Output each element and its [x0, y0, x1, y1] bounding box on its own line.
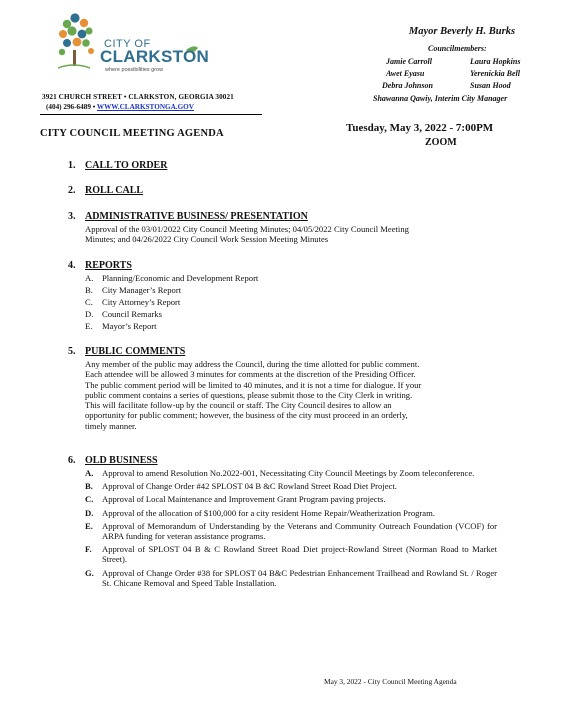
- item-number: 2.: [68, 185, 76, 196]
- item-number: 6.: [68, 455, 76, 466]
- city-address: 3921 CHURCH STREET • CLARKSTON, GEORGIA 30021: [42, 93, 234, 101]
- item-heading-old-business: OLD BUSINESS: [85, 455, 158, 466]
- item-text: Approval of the allocation of $100,000 for a city resident Home Repair/Weatherization Program.: [102, 507, 435, 518]
- item-text: Approval of Change Order #42 SPLOST 04 B &C Rowland Street Road Diet Project.: [102, 481, 397, 492]
- meeting-location: ZOOM: [425, 137, 457, 148]
- phone-line: [46, 103, 194, 111]
- item-text: Planning/Economic and Development Report: [102, 273, 259, 283]
- item-heading-public-comments: PUBLIC COMMENTS: [85, 346, 186, 357]
- item-text: Approval of SPLOST 04 B & C Rowland Street Road Diet project-Rowland Street (Norman Road to Market Street).: [102, 544, 497, 565]
- item-heading-roll-call: ROLL CALL: [85, 185, 144, 196]
- item-letter: E.: [85, 321, 93, 331]
- phone-number: (404) 296-6489 •: [46, 103, 96, 111]
- public-comments-body: [85, 359, 505, 431]
- item-number: 5.: [68, 346, 76, 357]
- body-line: Any member of the public may address the Council, during the time allotted for public comment.: [85, 359, 420, 369]
- list-item: [85, 296, 485, 308]
- item-number: 4.: [68, 260, 76, 271]
- item-letter: A.: [85, 468, 94, 478]
- reports-list: [85, 272, 485, 332]
- item-text: Mayor’s Report: [102, 321, 157, 331]
- item-letter: B.: [85, 285, 93, 295]
- item-text: City Manager’s Report: [102, 285, 182, 295]
- item-number: 1.: [68, 160, 76, 171]
- item-text: Approval of Memorandum of Understanding by the Veterans and Community Outreach Foundation (VCOF) for ARPA funding for veteran assistance programs.: [102, 520, 497, 542]
- tree-icon: [58, 13, 94, 68]
- list-item: [85, 272, 485, 284]
- item-letter: C.: [85, 494, 94, 505]
- item-text: Approval to amend Resolution No.2022-001, Necessitating City Council Meetings by Zoom teleconference.: [102, 468, 475, 478]
- logo-tagline: where possibilities grow: [105, 67, 164, 73]
- body-line: opportunity for public comment; however, the business of the city must proceed in an orderly,: [85, 410, 408, 421]
- list-item: [85, 481, 497, 491]
- agenda-title: CITY COUNCIL MEETING AGENDA: [40, 128, 224, 139]
- list-item: [85, 308, 485, 320]
- item-letter: G.: [85, 567, 94, 578]
- item-letter: C.: [85, 297, 93, 307]
- item-heading-reports: REPORTS: [85, 260, 132, 271]
- councilmember: Debra Johnson: [382, 81, 433, 90]
- administrative-body: [85, 224, 505, 245]
- councilmember: Jamie Carroll: [386, 57, 433, 66]
- item-letter: D.: [85, 507, 94, 518]
- list-item: [85, 468, 497, 478]
- body-line: This will facilitate follow-up by the council or staff. The City Council desires to allow an: [85, 400, 392, 411]
- item-number: 3.: [68, 211, 76, 222]
- councilmember: Susan Hood: [470, 81, 511, 90]
- item-letter: D.: [85, 309, 94, 319]
- body-line: Approval of the 03/01/2022 City Council Meeting Minutes; 04/05/2022 City Council Meeting: [85, 224, 409, 234]
- item-letter: E.: [85, 520, 93, 531]
- list-item: [85, 284, 485, 296]
- meeting-date: Tuesday, May 3, 2022 - 7:00PM: [346, 122, 494, 134]
- councilmember: Laura Hopkins: [470, 57, 521, 66]
- item-text: Council Remarks: [102, 309, 162, 319]
- list-item: [85, 320, 485, 332]
- body-line: Each attendee will be allowed 3 minutes for comments at the discretion of the Presiding Officer.: [85, 369, 416, 380]
- list-item: [85, 494, 497, 504]
- councilmember: Awet Eyasu: [386, 69, 425, 78]
- item-letter: A.: [85, 273, 94, 283]
- page-footer: May 3, 2022 - City Council Meeting Agenda: [324, 677, 457, 686]
- list-item: [85, 568, 497, 588]
- item-letter: B.: [85, 481, 93, 492]
- list-item: [85, 521, 497, 541]
- item-text: City Attorney’s Report: [102, 297, 181, 307]
- councilmember: Yerenickia Bell: [470, 69, 520, 78]
- item-letter: F.: [85, 544, 92, 555]
- body-line: timely manner.: [85, 420, 137, 431]
- item-text: Approval of Change Order #38 for SPLOST 04 B&C Pedestrian Enhancement Trailhead and Rowland St. / Roger St. Chicane Removal and Speed Table Installation.: [102, 567, 497, 588]
- item-heading-administrative: ADMINISTRATIVE BUSINESS/ PRESENTATION: [85, 211, 308, 222]
- old-business-list: [85, 468, 497, 591]
- logo-city-name: CLARKSTON: [100, 47, 210, 66]
- interim-city-manager: Shawanna Qawiy, Interim City Manager: [373, 94, 508, 103]
- header-divider: [40, 114, 262, 115]
- logo-city-of: CITY OF: [104, 38, 151, 50]
- list-item: [85, 544, 497, 564]
- item-heading-call-to-order: CALL TO ORDER: [85, 160, 168, 171]
- body-line: Minutes; and 04/26/2022 City Council Work Session Meeting Minutes: [85, 234, 329, 245]
- councilmembers-label: Councilmembers:: [428, 44, 487, 53]
- item-text: Approval of Local Maintenance and Improvement Grant Program paving projects.: [102, 494, 386, 505]
- list-item: [85, 508, 497, 518]
- website-link[interactable]: WWW.CLARKSTONGA.GOV: [96, 103, 194, 111]
- body-line: public comment contains a series of questions, please submit those to the City Clerk in writing.: [85, 389, 413, 400]
- body-line: The public comment period will be limited to 40 minutes, and it is not a time for dialogue. If your: [85, 379, 422, 390]
- mayor-name: Mayor Beverly H. Burks: [408, 26, 516, 37]
